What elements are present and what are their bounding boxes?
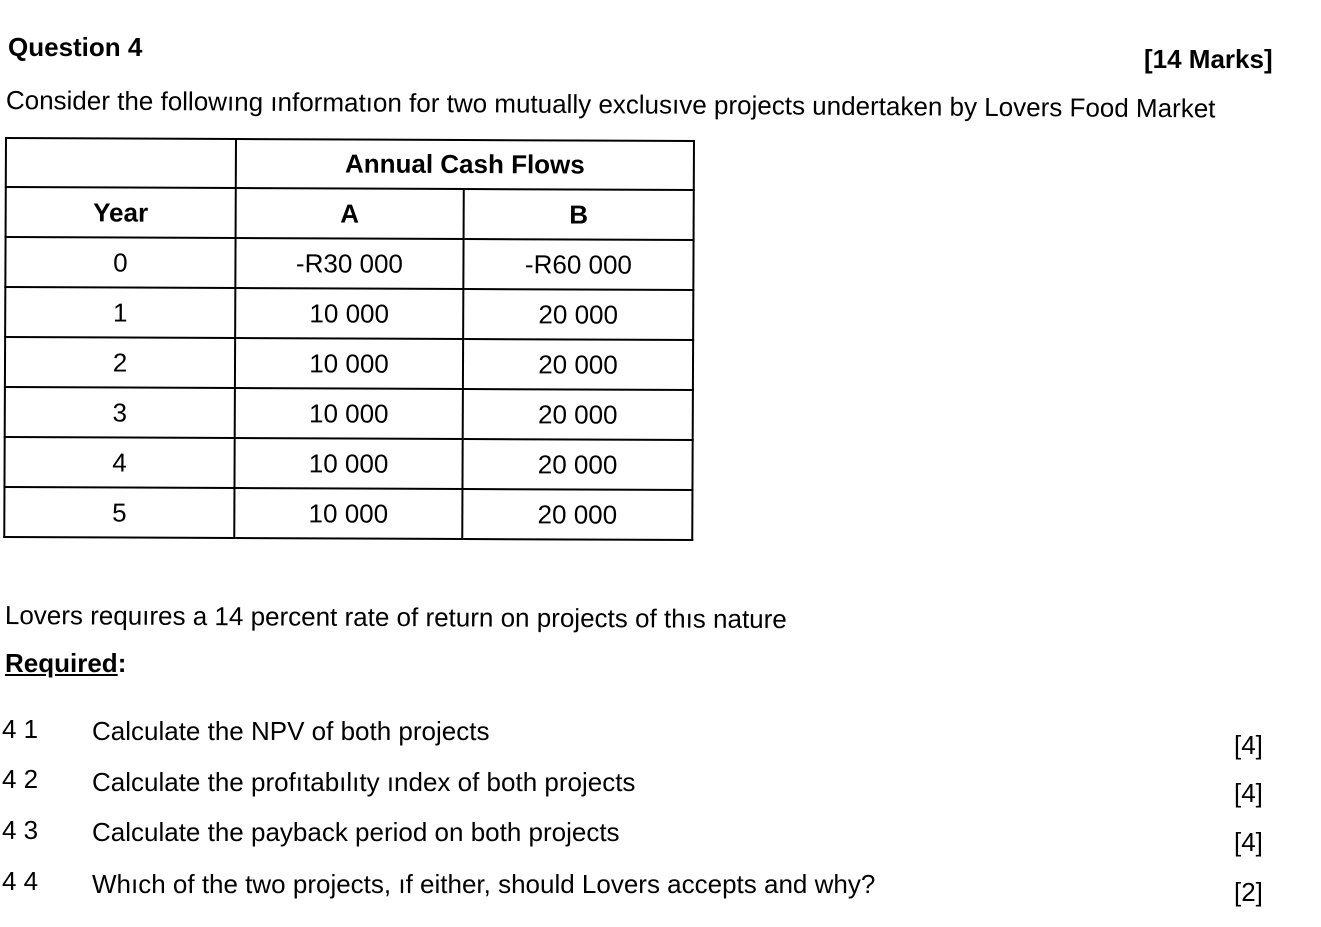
project-a-cell: 10 000 <box>235 338 463 389</box>
item-marks: [4] <box>1234 730 1263 760</box>
table-row <box>4 437 692 490</box>
table-row <box>5 287 693 340</box>
project-a-cell: 10 000 <box>235 388 463 439</box>
annual-cash-flows-header: Annual Cash Flows <box>236 139 694 190</box>
project-b-column-header: B <box>464 189 694 240</box>
cash-flow-table <box>3 137 695 541</box>
item-number: 4 4 <box>2 866 39 896</box>
project-b-cell: 20 000 <box>462 439 692 490</box>
table-column-header-row <box>6 187 694 240</box>
item-text: Calculate the NPV of both projects <box>92 716 490 746</box>
year-cell: 3 <box>5 387 235 438</box>
project-a-column-header: A <box>236 188 464 239</box>
item-marks: [2] <box>1234 877 1263 907</box>
item-text: Calculate the profıtabılıty ındex of both projects <box>92 767 636 797</box>
year-cell: 0 <box>5 237 235 288</box>
project-a-cell: 10 000 <box>234 488 462 539</box>
table-row <box>4 487 692 540</box>
required-rate-statement: Lovers requıres a 14 percent rate of return on projects of thıs nature <box>4 600 787 635</box>
required-label: Required <box>5 648 118 678</box>
empty-header-cell <box>6 138 236 188</box>
item-number: 4 1 <box>2 714 39 744</box>
project-a-cell: -R30 000 <box>235 238 463 289</box>
project-b-cell: -R60 000 <box>463 239 693 290</box>
item-number: 4 3 <box>2 815 39 845</box>
item-text: Calculate the payback period on both projects <box>92 817 620 847</box>
question-intro: Consider the followıng ınformatıon for two mutually exclusıve projects undertaken by Lovers Food Market <box>5 85 1216 124</box>
question-title: Question 4 <box>8 32 143 62</box>
required-colon: : <box>117 648 127 678</box>
year-cell: 4 <box>4 437 234 488</box>
project-b-cell: 20 000 <box>463 289 693 340</box>
year-column-header: Year <box>6 187 236 238</box>
item-number: 4 2 <box>2 764 39 794</box>
question-total-marks: [14 Marks] <box>1144 44 1273 74</box>
table-group-header-row <box>6 138 694 190</box>
project-a-cell: 10 000 <box>235 288 463 339</box>
item-text: Whıch of the two projects, ıf either, should Lovers accepts and why? <box>92 869 876 899</box>
table-row <box>5 387 693 440</box>
table-row <box>5 237 693 290</box>
year-cell: 2 <box>5 337 235 388</box>
year-cell: 1 <box>5 287 235 338</box>
item-marks: [4] <box>1234 778 1263 808</box>
required-heading <box>5 648 126 679</box>
item-marks: [4] <box>1234 827 1263 857</box>
year-cell: 5 <box>4 487 234 538</box>
project-a-cell: 10 000 <box>234 438 462 489</box>
project-b-cell: 20 000 <box>463 389 693 440</box>
project-b-cell: 20 000 <box>463 339 693 390</box>
project-b-cell: 20 000 <box>462 489 692 540</box>
table-row <box>5 337 693 390</box>
